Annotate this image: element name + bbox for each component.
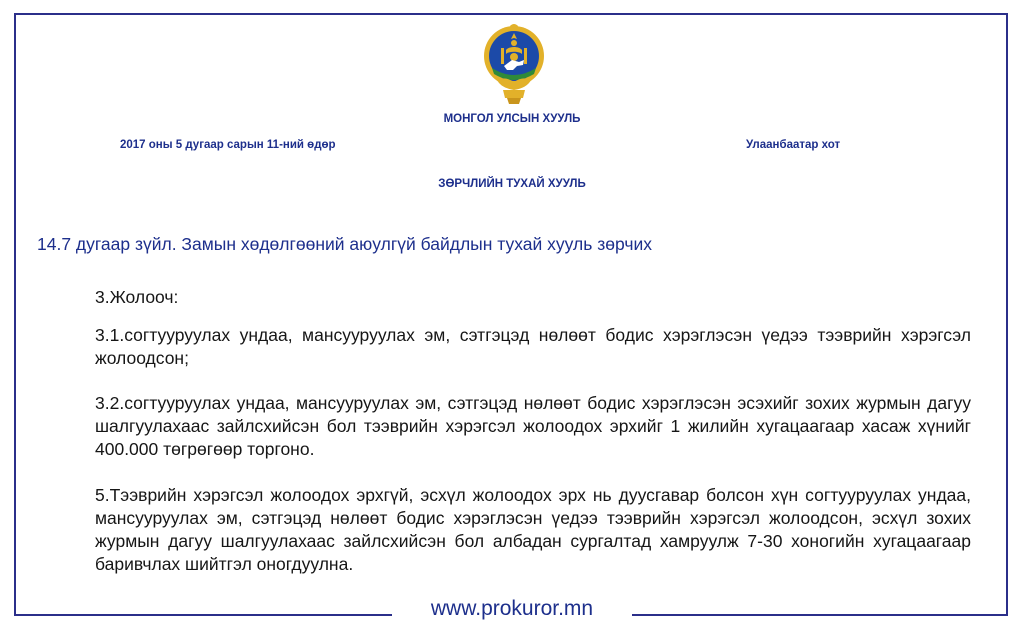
mongolia-state-emblem-icon — [479, 24, 549, 106]
law-city: Улаанбаатар хот — [746, 139, 841, 151]
paragraph-3-2: 3.2.согтууруулах ундаа, мансууруулах эм, сэтгэцэд нөлөөт бодис хэрэглэсэн эсэхийг зохих журмын дагуу шалгуулахаас зайлсхийсэн бол тээврийн хэрэгсэл жолоодох эрхийг 1 жилийн хугацаагаар хасаж хүнийг 400.000 төгрөгөөр торгоно. — [95, 393, 971, 459]
article-title: 14.7 дугаар зүйл. Замын хөдөлгөөний аюулгүй байдлын тухай хууль зөрчих — [37, 234, 652, 254]
footer-url: www.prokuror.mn — [430, 597, 594, 620]
paragraph-5: 5.Тээврийн хэрэгсэл жолоодох эрхгүй, эсхүл жолоодох эрх нь дуусгавар болсон хүн согтууруулах ундаа, мансууруулах эм, сэтгэцэд нөлөөт бодис хэрэглэсэн үедээ тээврийн хэрэгсэл жолоодсон, эсхүл зохих журмын дагуу шалгуулахаас зайлсхийсэн бол албадан сургалтад хамруулж 7-30 хоногийн хугацаагаар баривчлах шийтгэл оногдуулна. — [95, 485, 971, 574]
law-date: 2017 оны 5 дугаар сарын 11-ний өдөр — [120, 139, 336, 151]
section-heading: 3.Жолооч: — [95, 287, 179, 307]
law-title: МОНГОЛ УЛСЫН ХУУЛЬ — [443, 113, 581, 125]
law-subtitle: ЗӨРЧЛИЙН ТУХАЙ ХУУЛЬ — [438, 178, 586, 190]
paragraph-3-1: 3.1.согтууруулах ундаа, мансууруулах эм, сэтгэцэд нөлөөт бодис хэрэглэсэн үедээ тээврийн хэрэгсэл жолоодсон; — [95, 325, 971, 368]
